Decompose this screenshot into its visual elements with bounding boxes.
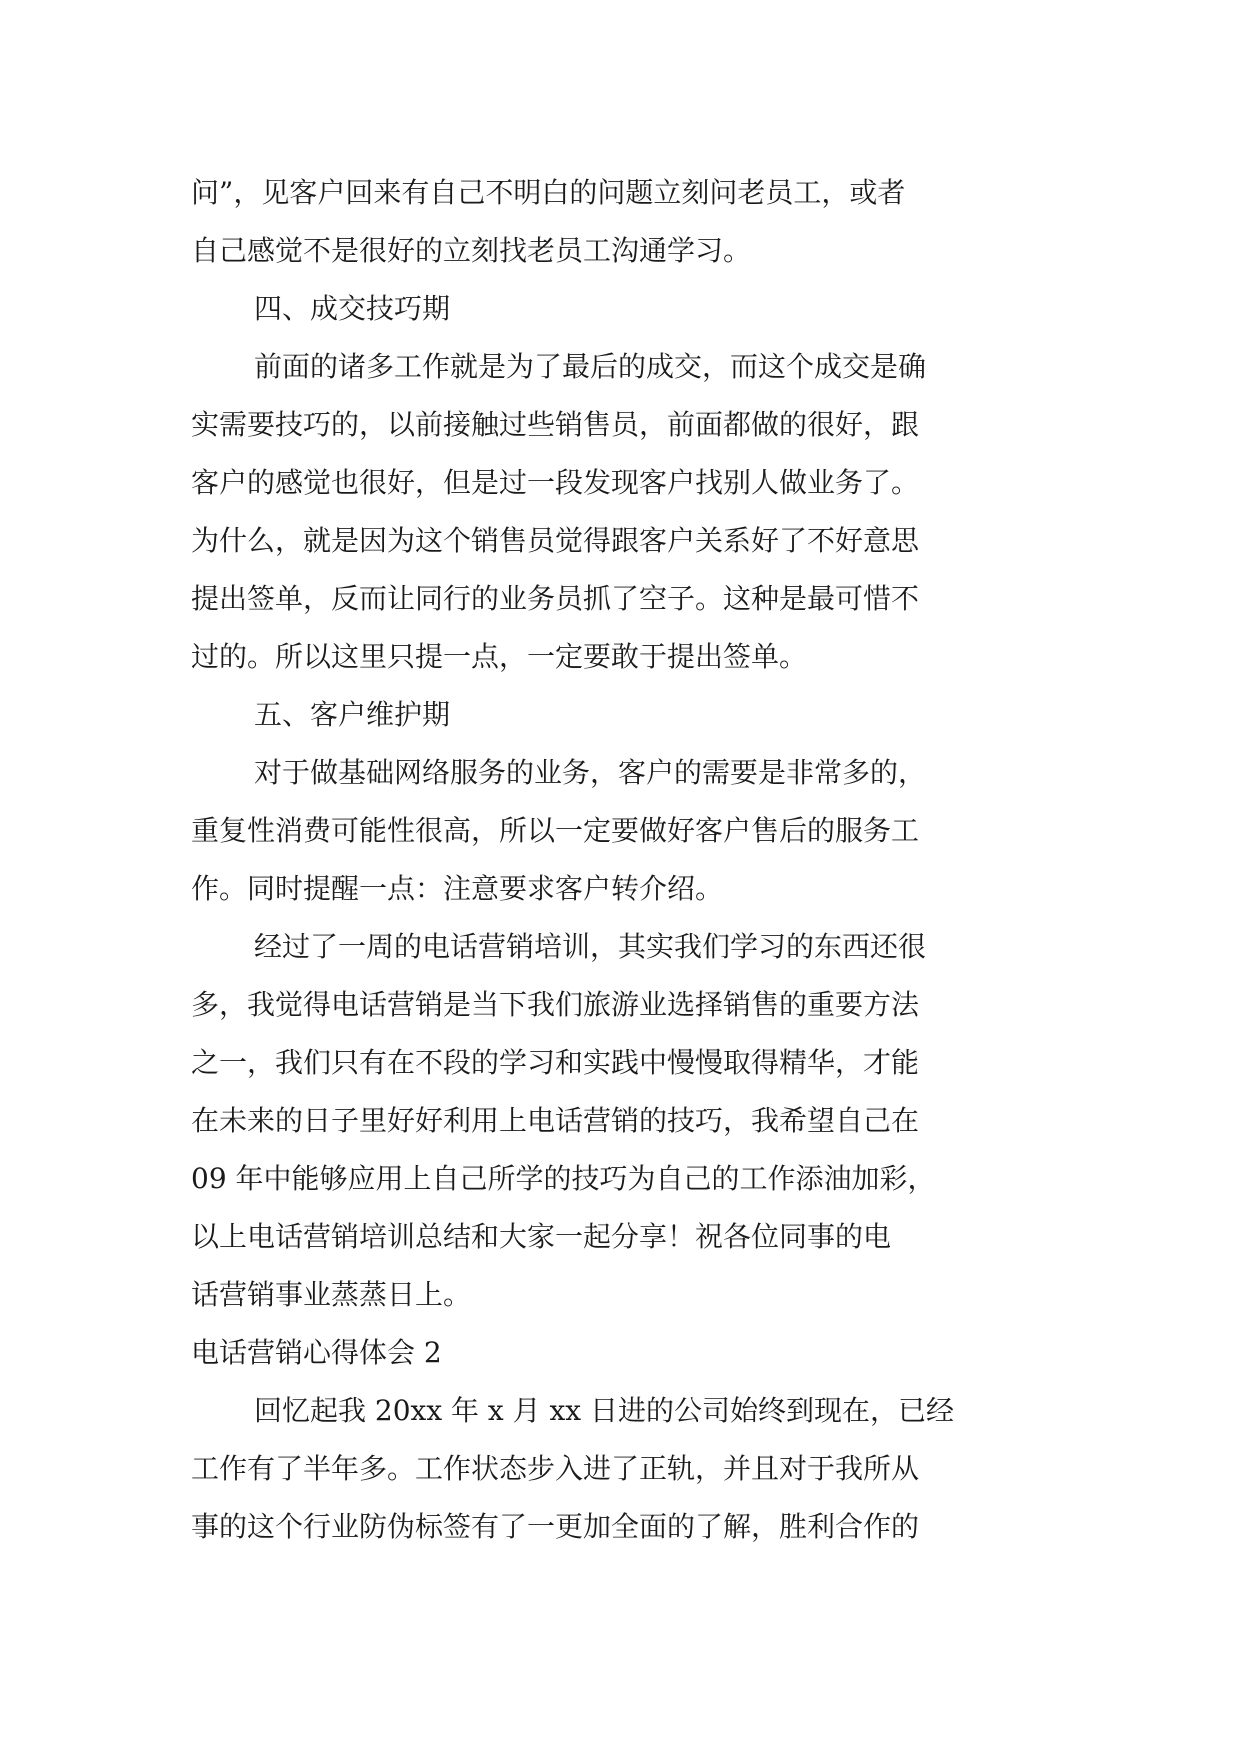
text-line: 提出签单，反而让同行的业务员抓了空子。这种是最可惜不	[191, 582, 920, 615]
text-line: 以上电话营销培训总结和大家一起分享！祝各位同事的电	[191, 1220, 892, 1253]
text-line: 前面的诸多工作就是为了最后的成交，而这个成交是确	[254, 350, 927, 383]
text-line: 为什么，就是因为这个销售员觉得跟客户关系好了不好意思	[191, 524, 920, 557]
text-line: 回忆起我 20xx 年 x 月 xx 日进的公司始终到现在，已经	[254, 1394, 954, 1427]
text-line: 事的这个行业防伪标签有了一更加全面的了解，胜利合作的	[191, 1510, 920, 1543]
text-line: 重复性消费可能性很高，所以一定要做好客户售后的服务工	[191, 814, 920, 847]
text-line: 实需要技巧的，以前接触过些销售员，前面都做的很好，跟	[191, 408, 920, 441]
text-line: 工作有了半年多。工作状态步入进了正轨，并且对于我所从	[191, 1452, 920, 1485]
text-line: 之一，我们只有在不段的学习和实践中慢慢取得精华，才能	[191, 1046, 920, 1079]
text-line: 作。同时提醒一点：注意要求客户转介绍。	[191, 872, 724, 905]
text-line: 过的。所以这里只提一点，一定要敢于提出签单。	[191, 640, 808, 673]
text-line: 话营销事业蒸蒸日上。	[191, 1278, 472, 1311]
text-line: 09 年中能够应用上自己所学的技巧为自己的工作添油加彩，	[191, 1162, 936, 1195]
text-line: 多，我觉得电话营销是当下我们旅游业选择销售的重要方法	[191, 988, 920, 1021]
text-line: 经过了一周的电话营销培训，其实我们学习的东西还很	[254, 930, 927, 963]
text-line: 问”，见客户回来有自己不明白的问题立刻问老员工，或者	[191, 176, 906, 209]
text-line: 自己感觉不是很好的立刻找老员工沟通学习。	[191, 234, 752, 267]
document-title: 电话营销心得体会 2	[191, 1336, 442, 1369]
text-line: 客户的感觉也很好，但是过一段发现客户找别人做业务了。	[191, 466, 920, 499]
document-body	[191, 164, 1051, 1556]
text-line: 对于做基础网络服务的业务，客户的需要是非常多的，	[254, 756, 927, 789]
section-heading: 五、客户维护期	[254, 698, 451, 731]
text-line: 在未来的日子里好好利用上电话营销的技巧，我希望自己在	[191, 1104, 920, 1137]
section-heading: 四、成交技巧期	[254, 292, 451, 325]
